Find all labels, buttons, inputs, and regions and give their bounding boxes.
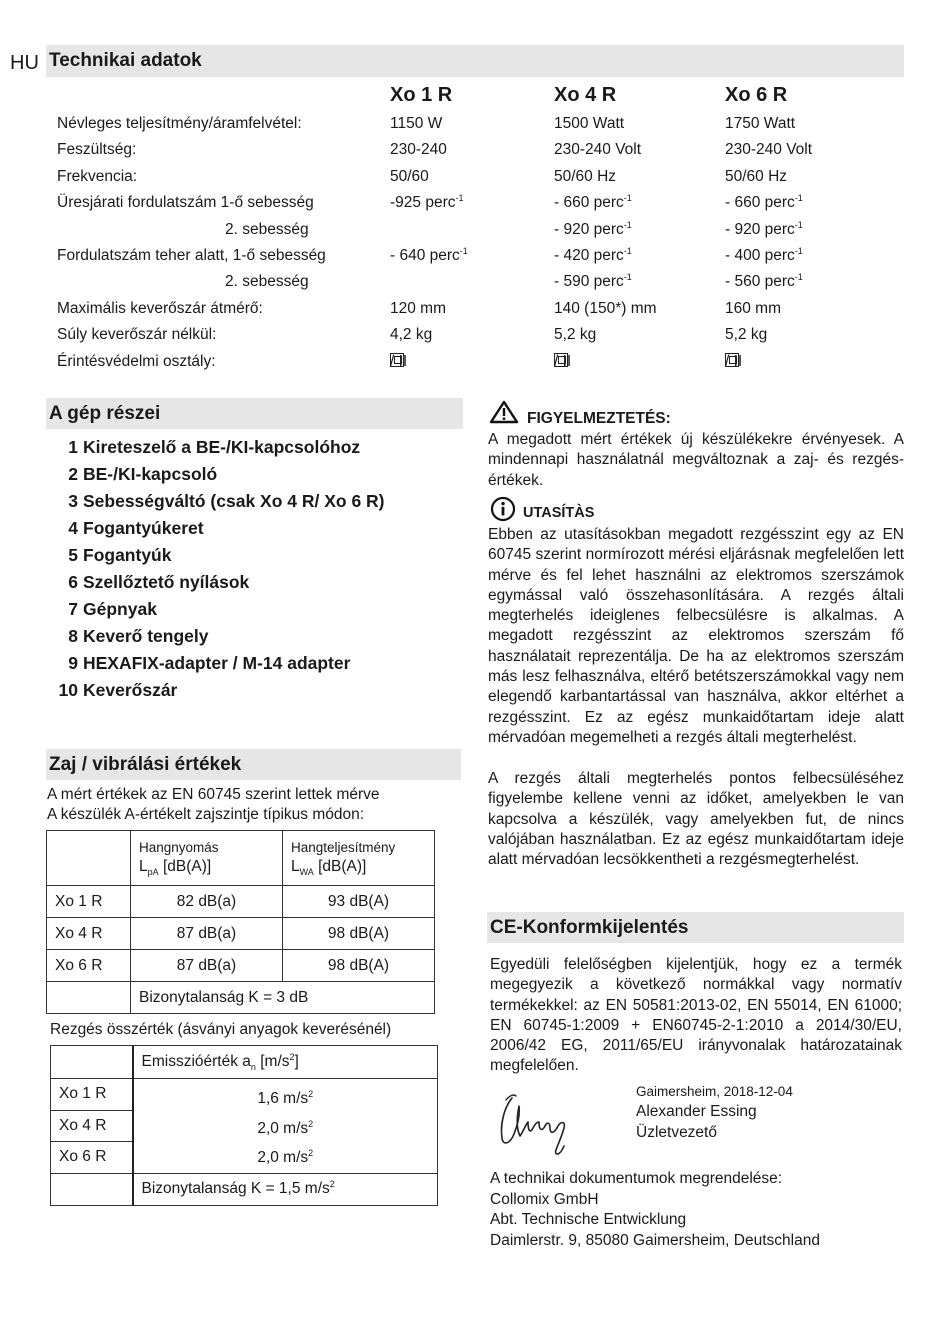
- spec-value-text: 1750 Watt: [725, 115, 796, 132]
- spec-value-text: - 640 perc: [390, 247, 460, 264]
- spec-value-text: / II: [554, 352, 572, 370]
- spec-label: Frekvencia:: [57, 167, 138, 185]
- vib-uncertainty-text: Bizonytalanság K = 1,5 m/s: [141, 1180, 330, 1197]
- rpm-exponent: -1: [623, 245, 632, 256]
- noise-lpa-cell: 87 dB(a): [131, 918, 283, 950]
- spec-value: [554, 326, 596, 344]
- part-number: 6: [68, 572, 78, 592]
- part-label: Keverő tengely: [83, 626, 209, 646]
- spec-value-text: 5,2 kg: [554, 326, 597, 344]
- spec-value: [554, 221, 632, 239]
- noise-empty-cell: [47, 982, 131, 1014]
- spec-value: [390, 300, 446, 318]
- info-icon: [490, 496, 516, 527]
- protection-class-ii-icon: [554, 353, 568, 367]
- rpm-exponent: -1: [623, 193, 632, 204]
- ce-order-title: A technikai dokumentumok megrendelése:: [490, 1170, 783, 1187]
- part-label: Kireteszelő a BE-/KI-kapcsolóhoz: [83, 437, 361, 457]
- vib-head-end: ]: [294, 1053, 299, 1070]
- spec-value: [725, 115, 795, 133]
- ce-order-block: [490, 1169, 820, 1251]
- part-number: 3: [68, 491, 78, 511]
- spec-label: Érintésvédelmi osztály:: [57, 352, 216, 370]
- spec-value-text: 5,2 kg: [725, 326, 768, 344]
- list-item: [48, 572, 448, 599]
- vib-head-sub: n: [250, 1062, 256, 1073]
- noise-col2-head: [283, 831, 435, 886]
- spec-value-text: 1500 Watt: [554, 115, 625, 132]
- noise-col1-unit: [dB(A)]: [158, 858, 212, 875]
- parts-title: A gép részei: [49, 403, 161, 424]
- part-label: Keverőszár: [83, 680, 178, 700]
- spec-label: Súly keverőszár nélkül:: [57, 326, 217, 344]
- vib-table-corner: [51, 1046, 133, 1079]
- spec-value: [725, 300, 781, 318]
- part-label: Szellőztető nyílások: [83, 572, 250, 592]
- vib-value-exp: 2: [308, 1088, 314, 1099]
- spec-value-text: - 400 perc: [725, 247, 795, 264]
- spec-value: [554, 273, 632, 291]
- spec-value: [554, 247, 632, 265]
- vib-empty-cell: [51, 1173, 133, 1205]
- table-row: [57, 300, 837, 326]
- tech-data-title: Technikai adatok: [49, 50, 202, 71]
- table-row: [57, 115, 837, 141]
- spec-value: [554, 168, 616, 186]
- spec-value-text: - 660 perc: [554, 194, 624, 212]
- instruction-text: Ebben az utasításokban megadott rezgésszint egy az EN 60745 szerint normírozott mérési eljárásnak megfelelően lett mérve és fel lehet használni az elektromos szerszámok egymással való összehasonlítására. A rezgés általi megterhelés ideiglenes felbecsülésre is alkalmas. A megadott rezgésszint az elektromos szerszám fő használatait reprezentálja. De ha az elektromos szerszám más lesz felhasználva, eltérő betétszerszámokkal vagy nem elegendő karbantartással van használva, akkor eltérhet a rezgésszint. Ez az egész munkaidőtartam ideje alatt mérvadóan megemelheti a rezgés általi megterhelést.: [488, 526, 904, 746]
- ce-address-line: Collomix GmbH: [490, 1190, 599, 1208]
- protection-class-ii-icon: [725, 353, 739, 367]
- vib-head-label: Emisszióérték a: [141, 1053, 251, 1070]
- vib-value-text: 2,0 m/s: [257, 1149, 309, 1166]
- spec-value-text: 50/60 Hz: [725, 167, 788, 185]
- noise-lwa-cell: 98 dB(A): [283, 950, 435, 982]
- spec-value: [725, 353, 742, 371]
- vib-value-text: 2,0 m/s: [257, 1119, 309, 1137]
- part-number: 2: [68, 464, 78, 484]
- vib-value: [142, 1084, 430, 1114]
- table-row: [57, 353, 837, 379]
- model-head-3: Xo 6 R: [725, 84, 788, 106]
- part-label: Gépnyak: [83, 599, 157, 619]
- vib-head-exp: 2: [289, 1051, 295, 1062]
- tech-data-header: [46, 45, 904, 77]
- spec-value: [390, 141, 447, 159]
- noise-header: [46, 749, 461, 780]
- noise-col2-sub: WA: [299, 867, 314, 878]
- instruction-text-2: A rezgés általi megterhelés pontos felbecsüléséhez figyelembe kellene venni az időket, amelyekben le van kapcsolva a készülék, vagy amelyekben fut, de nincs valójában használatban. Ez az egész munkaidőtartam ideje alatt mérvadóan lecsökkentheti a rezgésmegterhelést.: [488, 770, 904, 869]
- list-item: [48, 599, 448, 626]
- spec-value-text: 140 (150*) mm: [554, 299, 657, 317]
- rpm-exponent: -1: [794, 193, 803, 204]
- noise-col2-title: Hangteljesítmény: [291, 840, 396, 855]
- spec-label: Maximális keverőszár átmérő:: [57, 299, 263, 317]
- vib-value: [142, 1114, 430, 1144]
- part-label: Fogantyúk: [83, 545, 172, 565]
- part-number: 10: [58, 680, 78, 700]
- list-item: [48, 437, 448, 464]
- spec-value: [554, 300, 657, 318]
- spec-value: [554, 115, 624, 133]
- ce-text: Egyedüli felelőségben kijelentjük, hogy ez a termék megegyezik a következő normákkal vagy normatív termékekkel: az EN 50581:2013-02, EN 55014, EN 61000; EN 60745-1:2009 + EN60745-2-1:2010 a 2014/30/EU, 2006/42 EG, 2011/65/EU irányvonalak határozatainak megfelelően.: [490, 956, 902, 1075]
- ce-signatory-name: Alexander Essing: [636, 1103, 757, 1120]
- part-number: 9: [68, 653, 78, 673]
- spec-value-text: 120 mm: [390, 299, 446, 317]
- spec-label: 2. sebesség: [225, 273, 309, 291]
- spec-value-text: / II: [390, 352, 408, 370]
- vibration-title: Rezgés összérték (ásványi anyagok keverésénél): [50, 1021, 392, 1038]
- rpm-exponent: -1: [459, 245, 468, 256]
- vibration-table: [50, 1045, 438, 1206]
- spec-value-text: 50/60 Hz: [554, 167, 617, 185]
- part-number: 4: [68, 518, 78, 538]
- ce-place-date: Gaimersheim, 2018-12-04: [636, 1084, 793, 1099]
- noise-col1-sub: pA: [147, 867, 159, 878]
- protection-class-ii-icon: [390, 353, 404, 367]
- list-item: [48, 518, 448, 545]
- vib-value-exp: 2: [308, 1118, 314, 1129]
- table-row: [57, 273, 837, 299]
- list-item: [48, 491, 448, 518]
- spec-value: [725, 141, 812, 159]
- list-item: [48, 653, 448, 680]
- vib-value: [142, 1143, 430, 1173]
- spec-label: Üresjárati fordulatszám 1-ő sebesség: [57, 194, 314, 212]
- spec-value: [725, 221, 803, 239]
- noise-uncertainty: Bizonytalanság K = 3 dB: [131, 982, 435, 1014]
- spec-value: [725, 194, 803, 212]
- spec-value: [390, 115, 442, 133]
- instruction-title: UTASÍTÀS: [523, 505, 595, 521]
- spec-value-text: -925 perc: [390, 194, 456, 212]
- spec-label: Névleges teljesítmény/áramfelvétel:: [57, 115, 302, 132]
- rpm-exponent: -1: [455, 193, 464, 204]
- noise-lpa-cell: 87 dB(a): [131, 950, 283, 982]
- warning-text: A megadott mért értékek új készülékekre érvényesek. A mindennapi használatnál megváltoznak a zaj- és rezgés-értékek.: [488, 431, 904, 489]
- parts-header: [46, 398, 463, 429]
- spec-value: [554, 141, 641, 159]
- spec-value: [390, 194, 464, 212]
- rpm-exponent: -1: [794, 219, 803, 230]
- table-row: [57, 221, 837, 247]
- noise-lwa-cell: 93 dB(A): [283, 886, 435, 918]
- spec-value-text: / II: [725, 352, 743, 370]
- noise-col1-head: [131, 831, 283, 886]
- part-number: 1: [68, 437, 78, 457]
- table-row: [47, 886, 435, 918]
- noise-col1-symbol: L: [139, 858, 148, 875]
- noise-col2-unit: [dB(A)]: [313, 858, 367, 875]
- vib-value-text: 1,6 m/s: [257, 1090, 309, 1107]
- rpm-exponent: -1: [623, 272, 632, 283]
- table-row: [51, 1079, 438, 1111]
- part-label: Sebességváltó (csak Xo 4 R/ Xo 6 R): [83, 491, 385, 511]
- table-row: [47, 950, 435, 982]
- noise-col2-symbol: L: [291, 858, 300, 875]
- spec-value-text: - 920 perc: [725, 220, 795, 238]
- table-row: [57, 194, 837, 220]
- vib-model-cell: Xo 6 R: [51, 1142, 133, 1174]
- noise-lwa-cell: 98 dB(A): [283, 918, 435, 950]
- spec-label: Fordulatszám teher alatt, 1-ő sebesség: [57, 247, 326, 264]
- noise-model-cell: Xo 4 R: [47, 918, 131, 950]
- table-row: [47, 982, 435, 1014]
- rpm-exponent: -1: [794, 245, 803, 256]
- noise-lpa-cell: 82 dB(a): [131, 886, 283, 918]
- spec-value: [390, 168, 429, 186]
- noise-title: Zaj / vibrálási értékek: [49, 754, 242, 775]
- spec-value-text: 50/60: [390, 167, 429, 185]
- table-row: [57, 247, 837, 273]
- vib-value-exp: 2: [308, 1147, 314, 1158]
- noise-table-corner: [47, 831, 131, 886]
- spec-value: [554, 353, 571, 371]
- spec-value-text: 230-240: [390, 141, 447, 159]
- part-number: 5: [68, 545, 78, 565]
- spec-value-text: - 660 perc: [725, 194, 795, 212]
- list-item: [48, 680, 448, 707]
- part-number: 8: [68, 626, 78, 646]
- spec-label: Feszültség:: [57, 141, 137, 159]
- rpm-exponent: -1: [623, 219, 632, 230]
- table-row: [51, 1173, 438, 1205]
- spec-value: [725, 168, 787, 186]
- rpm-exponent: -1: [794, 272, 803, 283]
- ce-header: [487, 912, 904, 943]
- noise-table: [46, 830, 435, 1014]
- table-row: [57, 141, 837, 167]
- list-item: [48, 545, 448, 572]
- warning-triangle-icon: [489, 400, 519, 429]
- spec-value-text: 230-240 Volt: [725, 141, 813, 159]
- spec-value-text: - 590 perc: [554, 273, 624, 291]
- spec-value-text: 230-240 Volt: [554, 141, 642, 159]
- spec-value: [390, 326, 432, 344]
- language-code: HU: [10, 52, 39, 74]
- noise-col1-title: Hangnyomás: [139, 840, 219, 855]
- table-row: [57, 168, 837, 194]
- vib-model-cell: Xo 4 R: [51, 1110, 133, 1142]
- spec-value: [725, 247, 803, 265]
- vib-values-cell: [133, 1079, 438, 1174]
- ce-title: CE-Konformkijelentés: [490, 917, 689, 938]
- noise-intro-2: A készülék A-értékelt zajszintje típikus módon:: [47, 806, 365, 823]
- noise-model-cell: Xo 1 R: [47, 886, 131, 918]
- vib-uncertainty: [133, 1173, 438, 1205]
- part-label: HEXAFIX-adapter / M-14 adapter: [83, 653, 351, 673]
- part-label: Fogantyúkeret: [83, 518, 204, 538]
- noise-intro-1: A mért értékek az EN 60745 szerint lettek mérve: [47, 786, 380, 803]
- model-head-1: Xo 1 R: [390, 84, 453, 106]
- spec-value-text: - 560 perc: [725, 273, 795, 291]
- vib-head-cell: [133, 1046, 438, 1079]
- spec-value-text: - 920 perc: [554, 220, 624, 238]
- vib-head-unit: [m/s: [255, 1053, 290, 1070]
- signature: [490, 1080, 590, 1165]
- ce-address-line: Daimlerstr. 9, 85080 Gaimersheim, Deutschland: [490, 1231, 820, 1249]
- spec-value: [725, 326, 767, 344]
- model-head-2: Xo 4 R: [554, 84, 617, 106]
- part-label: BE-/KI-kapcsoló: [83, 464, 218, 484]
- part-number: 7: [68, 599, 78, 619]
- noise-model-cell: Xo 6 R: [47, 950, 131, 982]
- spec-value-text: - 420 perc: [554, 247, 624, 264]
- list-item: [48, 464, 448, 491]
- spec-value-text: 160 mm: [725, 299, 781, 317]
- spec-value-text: 1150 W: [390, 115, 443, 132]
- spec-label: 2. sebesség: [225, 220, 309, 238]
- spec-value: [390, 353, 407, 371]
- spec-value: [390, 247, 468, 265]
- table-row: [47, 918, 435, 950]
- list-item: [48, 626, 448, 653]
- table-row: [57, 326, 837, 352]
- ce-signatory-role: Üzletvezető: [636, 1124, 717, 1141]
- ce-address-line: Abt. Technische Entwicklung: [490, 1211, 687, 1228]
- spec-value: [725, 273, 803, 291]
- vib-uncertainty-exp: 2: [329, 1178, 335, 1189]
- spec-value: [554, 194, 632, 212]
- vib-model-cell: Xo 1 R: [51, 1079, 133, 1111]
- parts-list: [48, 437, 448, 707]
- warning-title: FIGYELMEZTETÉS:: [527, 410, 671, 427]
- spec-value-text: 4,2 kg: [390, 326, 433, 344]
